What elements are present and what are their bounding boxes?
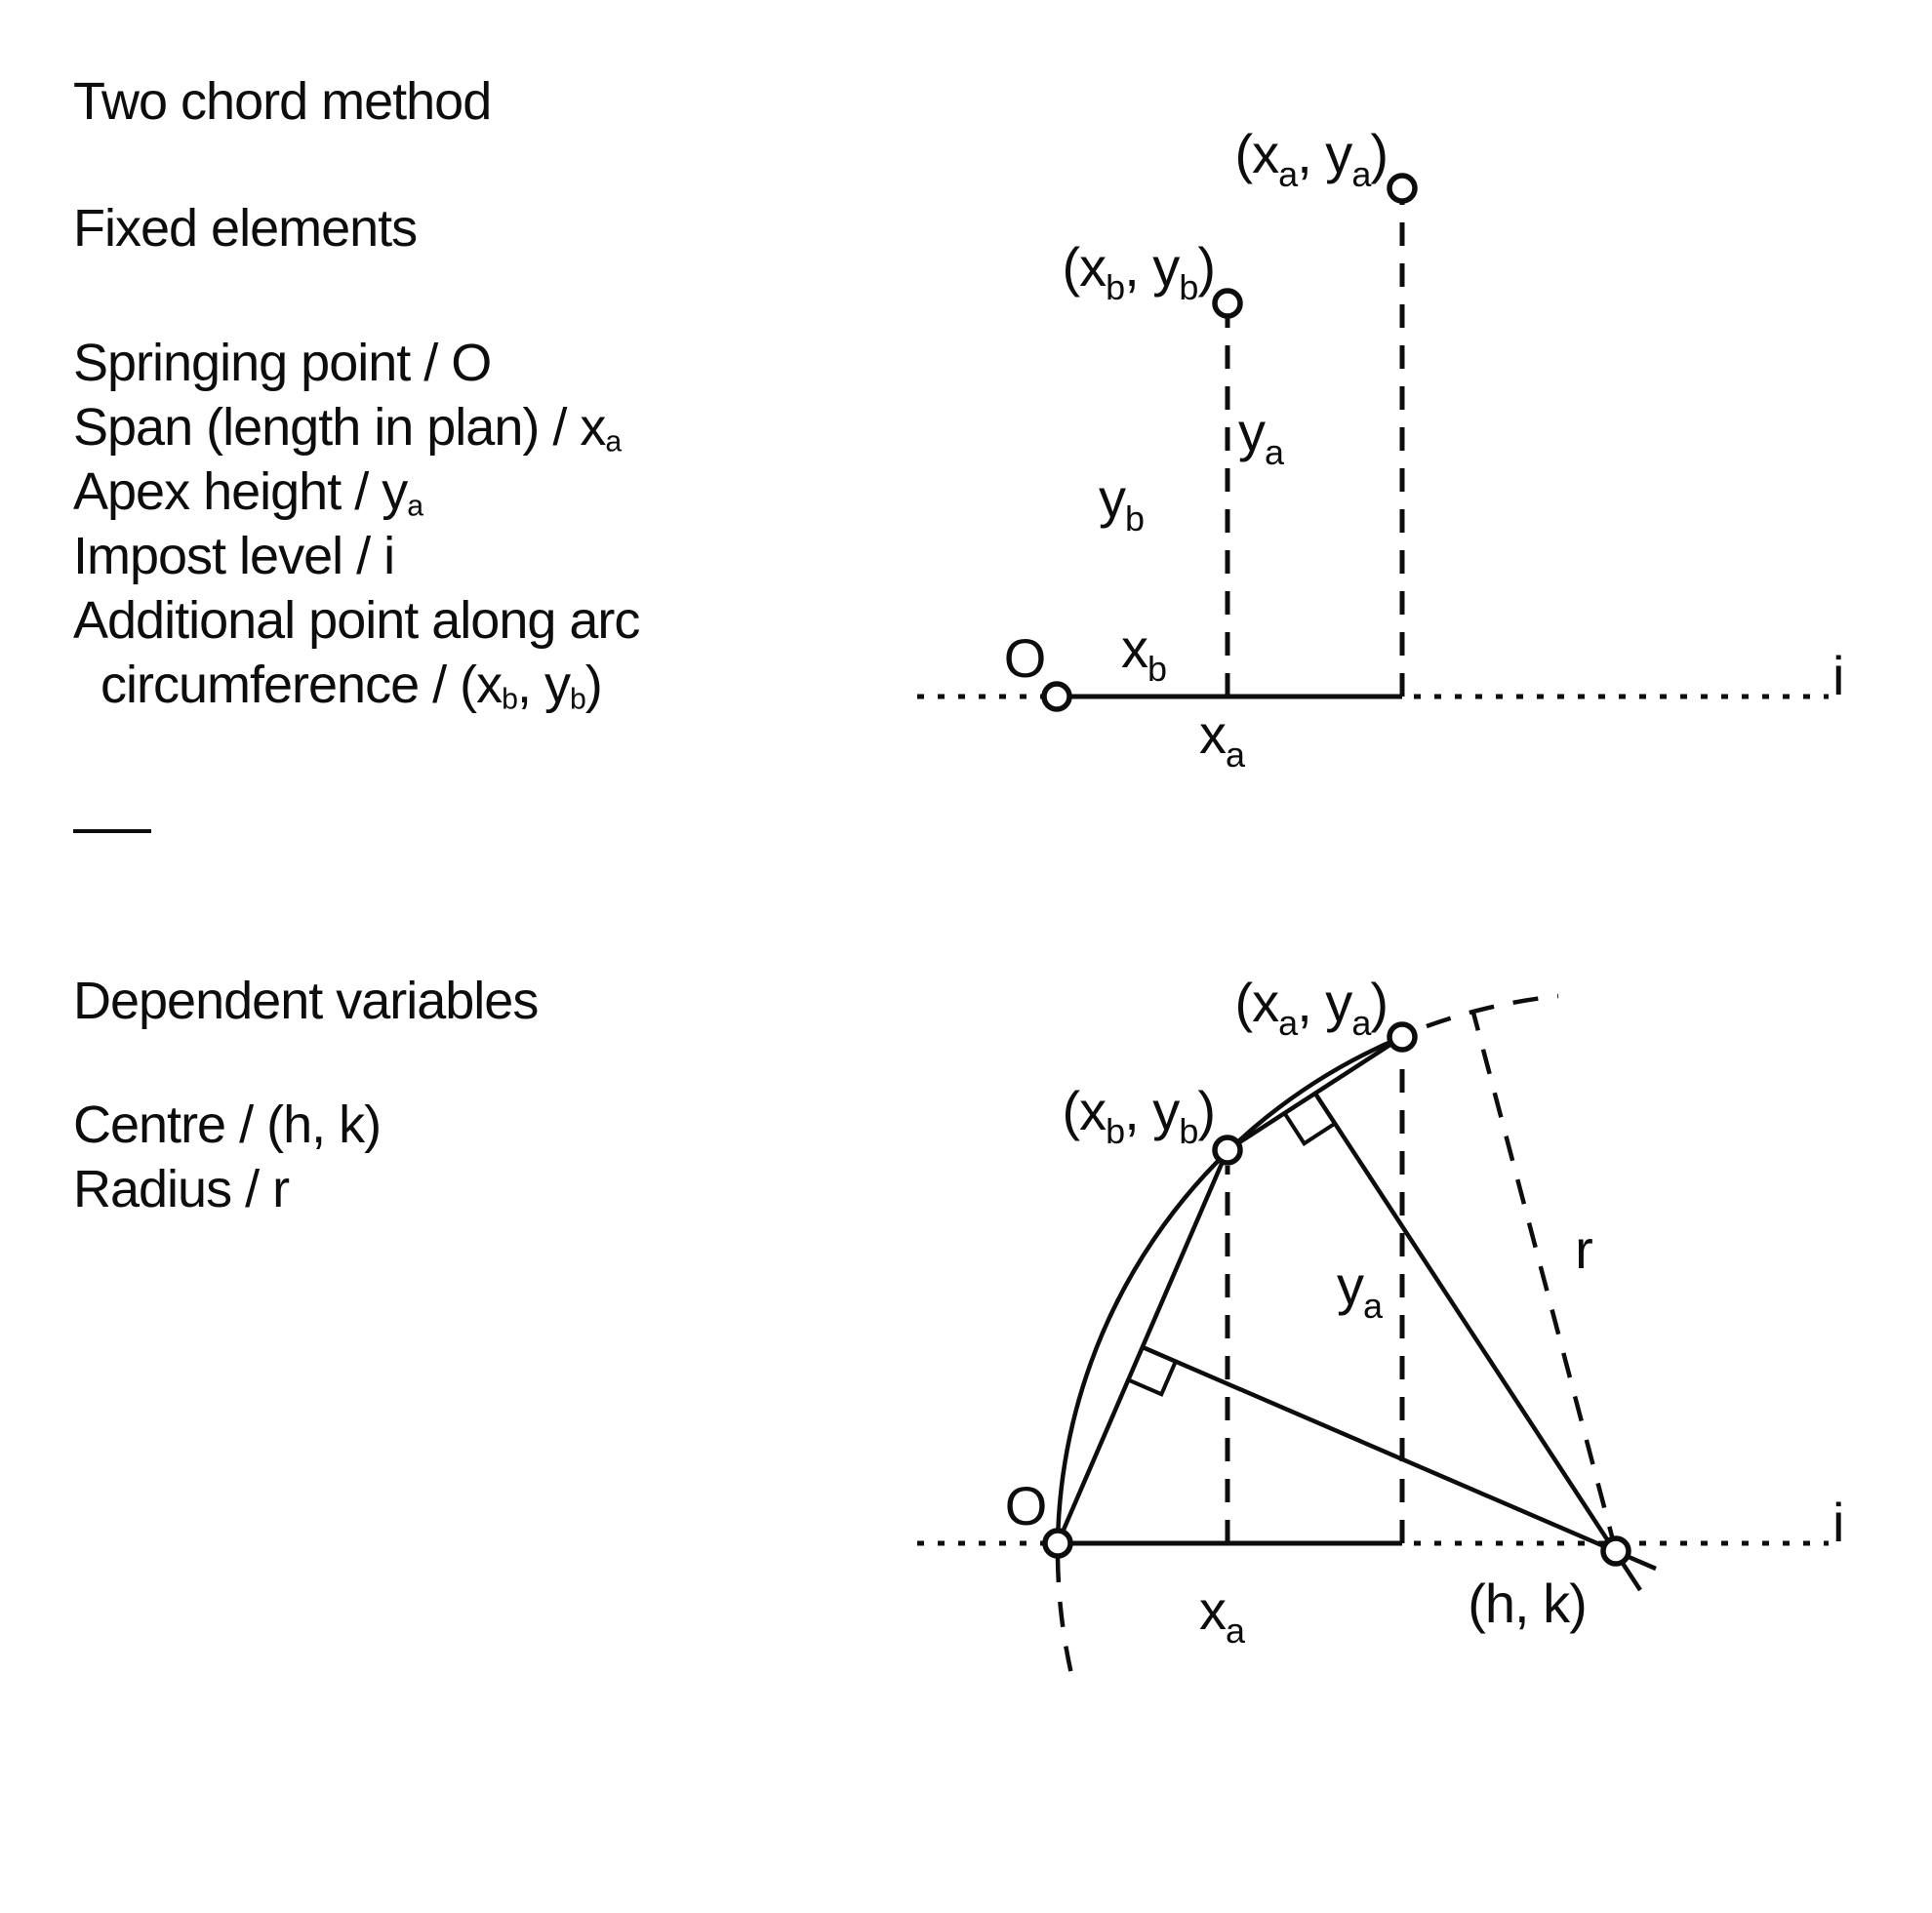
bottom-point-b-marker — [1215, 1137, 1240, 1163]
top-label-yb: $y_b$ — [1098, 467, 1144, 538]
perpendicular-bisector-chord-ba — [1315, 1094, 1640, 1590]
bottom-point-a-marker — [1389, 1024, 1415, 1050]
top-springing-point-marker — [1044, 684, 1069, 709]
fixed-item-impost-level: Impost level / i — [73, 527, 395, 585]
bottom-springing-point-marker — [1045, 1531, 1070, 1556]
top-label-impost: i — [1832, 645, 1844, 706]
bottom-label-ya: $y_a$ — [1336, 1255, 1382, 1326]
fixed-item-additional-point: Additional point along arc — [73, 591, 640, 650]
bottom-label-centre: (h, k) — [1468, 1573, 1587, 1634]
dependent-item-radius: Radius / r — [73, 1160, 290, 1218]
top-point-a-marker — [1389, 176, 1415, 201]
chord-o-to-b — [1058, 1150, 1228, 1543]
top-point-b-marker — [1215, 291, 1240, 316]
bottom-diagram-dependent-variables — [917, 972, 1843, 1674]
subscript: b — [569, 683, 585, 716]
fixed-item-circumference: circumference / ($x_b$, $y_b$) — [101, 656, 602, 716]
bottom-label-origin: O — [1004, 1475, 1047, 1536]
dependent-item-centre: Centre / (h, k) — [73, 1096, 382, 1154]
top-diagram-fixed-elements — [917, 123, 1843, 775]
top-label-origin: O — [1003, 627, 1046, 689]
right-angle-mark-chord-ba — [1285, 1113, 1335, 1143]
centre-point-marker — [1603, 1538, 1629, 1564]
top-label-xb-yb: ($x_b$, $y_b$) — [1062, 236, 1215, 307]
top-label-xa-ya: ($x_a$, $y_a$) — [1234, 123, 1388, 194]
top-label-xa: $x_a$ — [1198, 703, 1245, 775]
fixed-elements-heading: Fixed elements — [73, 199, 418, 258]
subscript: a — [407, 490, 423, 523]
page-title: Two chord method — [73, 72, 492, 131]
fixed-item-span: Span (length in plan) / $x_a$ — [73, 398, 622, 458]
bottom-label-xa: $x_a$ — [1198, 1579, 1245, 1651]
dependent-variables-heading: Dependent variables — [73, 972, 539, 1030]
bottom-label-radius: r — [1575, 1218, 1592, 1280]
arc-dashed-extension-beyond-a — [1427, 996, 1558, 1026]
arc-dashed-extension-below-o — [1058, 1557, 1071, 1674]
bottom-label-xb-yb: ($x_b$, $y_b$) — [1062, 1080, 1215, 1151]
bottom-label-xa-ya: ($x_a$, $y_a$) — [1234, 972, 1388, 1043]
perpendicular-bisector-chord-ob — [1143, 1347, 1656, 1569]
bottom-label-impost: i — [1832, 1492, 1844, 1553]
subscript: b — [502, 683, 517, 716]
fixed-item-apex-height: Apex height / $y_a$ — [73, 462, 423, 523]
fixed-item-springing-point: Springing point / O — [73, 334, 492, 392]
chord-b-to-a — [1228, 1037, 1402, 1150]
top-label-ya: $y_a$ — [1237, 401, 1283, 472]
subscript: a — [605, 425, 622, 458]
top-label-xb: $x_b$ — [1120, 618, 1167, 689]
radius-dashed-line — [1473, 1013, 1616, 1551]
